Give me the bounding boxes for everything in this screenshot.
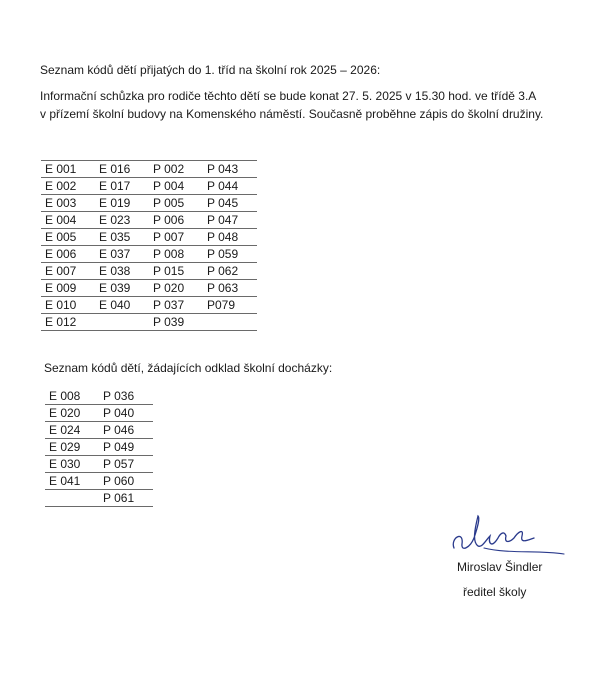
code-cell: P 057	[99, 456, 153, 473]
code-cell: P 063	[203, 280, 257, 297]
code-cell	[95, 314, 149, 331]
code-cell: P 061	[99, 490, 153, 507]
code-cell: P 004	[149, 178, 203, 195]
code-cell: P 008	[149, 246, 203, 263]
code-cell: E 019	[95, 195, 149, 212]
signatory-name: Miroslav Šindler	[457, 560, 543, 574]
code-cell: E 041	[45, 473, 99, 490]
code-cell: P 007	[149, 229, 203, 246]
table-row	[41, 212, 257, 229]
admitted-codes-table	[41, 160, 257, 331]
table-row	[45, 439, 153, 456]
table-row	[41, 246, 257, 263]
code-cell: P 044	[203, 178, 257, 195]
deferral-heading: Seznam kódů dětí, žádajících odklad školní docházky:	[44, 361, 333, 375]
admitted-heading: Seznam kódů dětí přijatých do 1. tříd na školní rok 2025 – 2026:	[40, 63, 381, 77]
code-cell	[203, 314, 257, 331]
code-cell: E 029	[45, 439, 99, 456]
code-cell: P 039	[149, 314, 203, 331]
code-cell: P 006	[149, 212, 203, 229]
code-cell: P 005	[149, 195, 203, 212]
table-row	[41, 178, 257, 195]
code-cell: E 020	[45, 405, 99, 422]
table-row	[41, 229, 257, 246]
table-row	[41, 195, 257, 212]
code-cell: E 010	[41, 297, 95, 314]
meeting-info-line-1: Informační schůzka pro rodiče těchto dětí se bude konat 27. 5. 2025 v 15.30 hod. ve třídě 3.A	[40, 89, 537, 103]
table-row	[41, 263, 257, 280]
code-cell: E 004	[41, 212, 95, 229]
code-cell: E 012	[41, 314, 95, 331]
table-row	[41, 280, 257, 297]
code-cell: P 047	[203, 212, 257, 229]
code-cell: P 020	[149, 280, 203, 297]
code-cell: E 037	[95, 246, 149, 263]
table-row	[41, 314, 257, 331]
code-cell: E 035	[95, 229, 149, 246]
code-cell: E 003	[41, 195, 95, 212]
code-cell: P 049	[99, 439, 153, 456]
code-cell: P 043	[203, 161, 257, 178]
code-cell: P 040	[99, 405, 153, 422]
table-row	[45, 388, 153, 405]
code-cell: P 045	[203, 195, 257, 212]
handwritten-signature-icon	[448, 508, 568, 560]
code-cell: E 007	[41, 263, 95, 280]
code-cell: E 040	[95, 297, 149, 314]
code-cell	[45, 490, 99, 507]
code-cell: P 002	[149, 161, 203, 178]
code-cell: P 015	[149, 263, 203, 280]
deferral-codes-table	[45, 388, 153, 507]
table-row	[45, 473, 153, 490]
code-cell: E 023	[95, 212, 149, 229]
code-cell: P 059	[203, 246, 257, 263]
code-cell: P 060	[99, 473, 153, 490]
code-cell: E 006	[41, 246, 95, 263]
code-cell: P079	[203, 297, 257, 314]
signatory-title: ředitel školy	[463, 585, 527, 599]
code-cell: E 008	[45, 388, 99, 405]
code-cell: P 046	[99, 422, 153, 439]
meeting-info-line-2: v přízemí školní budovy na Komenského náměstí. Současně proběhne zápis do školní družiny.	[40, 107, 544, 121]
code-cell: P 036	[99, 388, 153, 405]
code-cell: E 039	[95, 280, 149, 297]
table-row	[45, 456, 153, 473]
code-cell: E 005	[41, 229, 95, 246]
code-cell: P 048	[203, 229, 257, 246]
code-cell: E 024	[45, 422, 99, 439]
table-row	[41, 297, 257, 314]
table-row	[45, 405, 153, 422]
code-cell: E 002	[41, 178, 95, 195]
code-cell: P 037	[149, 297, 203, 314]
code-cell: E 001	[41, 161, 95, 178]
code-cell: E 009	[41, 280, 95, 297]
table-row	[45, 422, 153, 439]
code-cell: E 016	[95, 161, 149, 178]
table-row	[45, 490, 153, 507]
table-row	[41, 161, 257, 178]
code-cell: E 017	[95, 178, 149, 195]
code-cell: P 062	[203, 263, 257, 280]
code-cell: E 038	[95, 263, 149, 280]
code-cell: E 030	[45, 456, 99, 473]
